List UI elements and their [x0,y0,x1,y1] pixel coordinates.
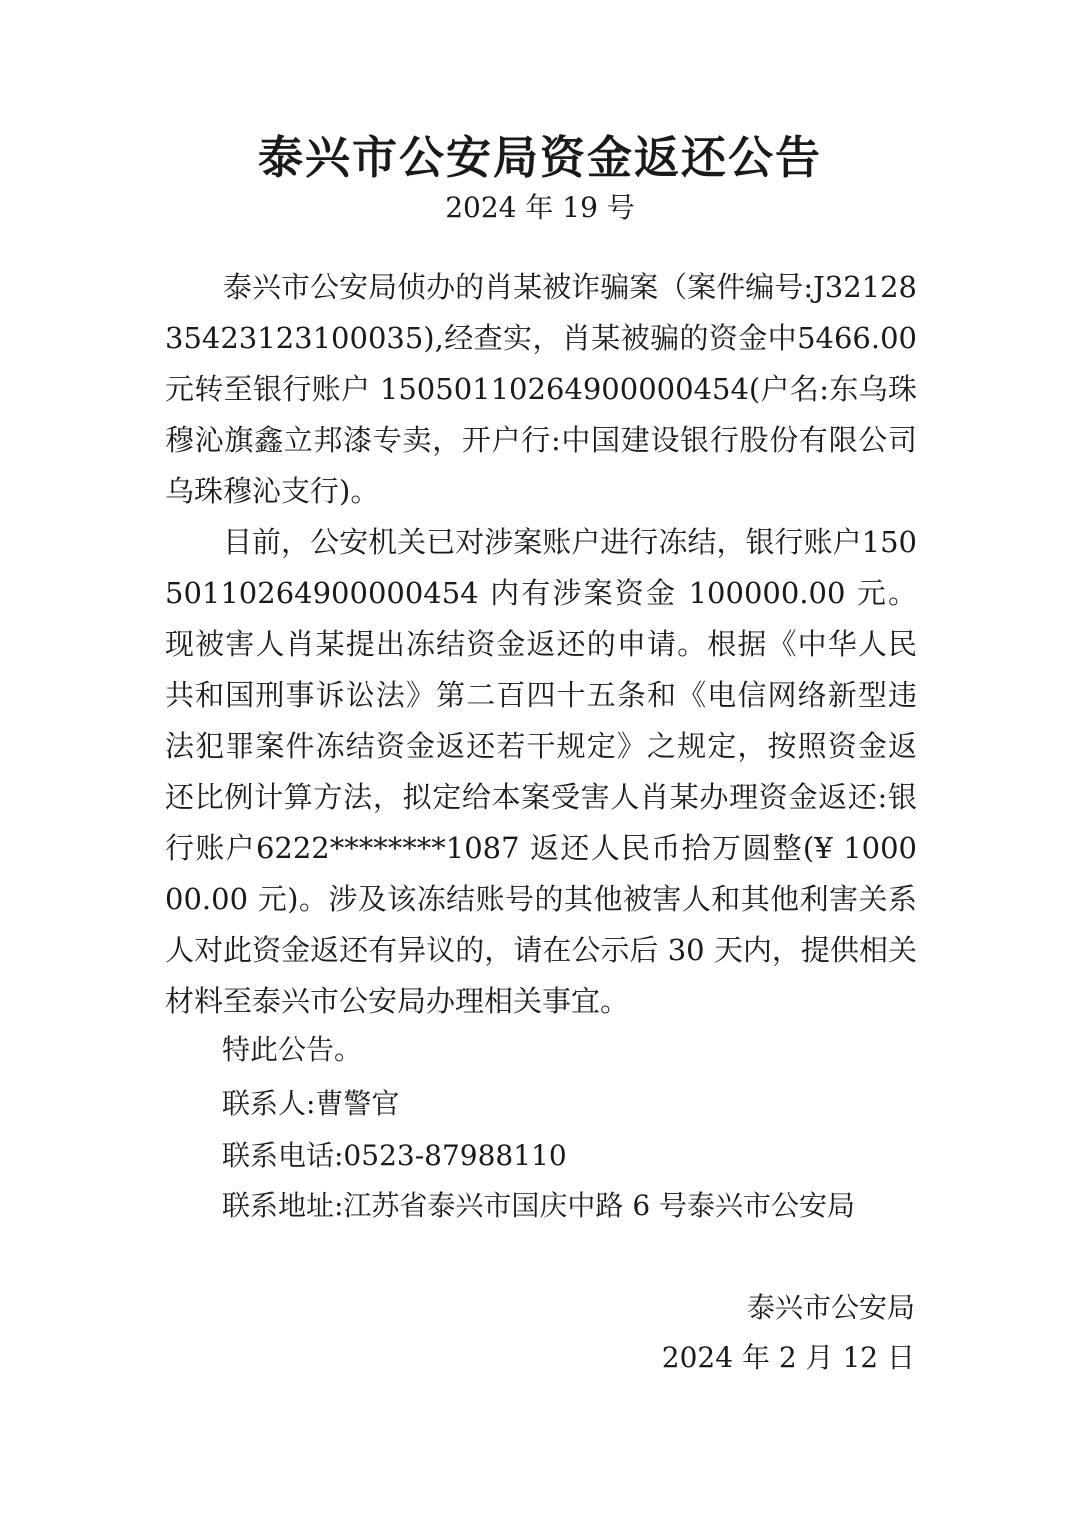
paragraph-case-details: 泰兴市公安局侦办的肖某被诈骗案（案件编号:J3212835423123100035),经查实，肖某被骗的资金中5466.00元转至银行账户 15050110264900000454(户名:东乌珠穆沁旗鑫立邦漆专卖，开户行:中国建设银行股份有限公司乌珠穆沁支行)。 [165,270,917,508]
contact-person: 联系人:曹警官 [222,1087,400,1120]
paragraph-freeze-return: 目前，公安机关已对涉案账户进行冻结，银行账户15050110264900000454 内有涉案资金 100000.00 元。现被害人肖某提出冻结资金返还的申请。根据《中华人民共和国刑事诉讼法》第二百四十五条和《电信网络新型违法犯罪案件冻结资金返还若干规定》之规定，按照资金返还比例计算方法，拟定给本案受害人肖某办理资金返还:银行账户6222********1087 返还人民币拾万圆整(¥ 100000.00 元)。涉及该冻结账号的其他被害人和其他利害关系人对此资金返还有异议的，请在公示后 30 天内，提供相关材料至泰兴市公安局办理相关事宜。 [165,525,917,1018]
notice-body [165,262,917,1027]
contact-address: 联系地址:江苏省泰兴市国庆中路 6 号泰兴市公安局 [222,1189,856,1222]
closing-statement: 特此公告。 [222,1033,363,1066]
contact-phone: 联系电话:0523-87988110 [222,1139,567,1172]
signature-date: 2024 年 2 月 12 日 [661,1341,915,1374]
notice-title: 泰兴市公安局资金返还公告 [257,131,822,184]
signature-organization: 泰兴市公安局 [746,1291,915,1324]
notice-number: 2024 年 19 号 [445,191,635,224]
